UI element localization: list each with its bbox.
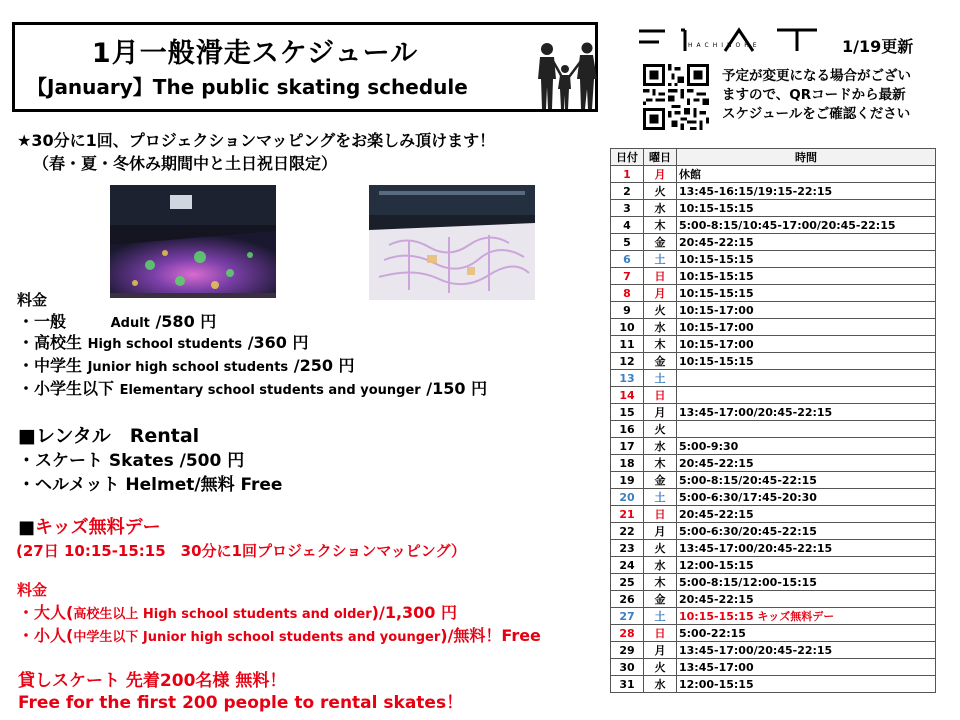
- weekday-cell: 火: [644, 183, 677, 200]
- weekday-cell: 月: [644, 642, 677, 659]
- kids-fee-label: ・大人(: [18, 603, 74, 622]
- table-row: [611, 217, 936, 234]
- weekday-cell: 水: [644, 200, 677, 217]
- fee-label-en: High school students: [87, 337, 243, 352]
- weekday-cell: 日: [644, 387, 677, 404]
- time-cell: 10:15-15:15: [677, 251, 936, 268]
- fee-label-en: Adult: [110, 316, 150, 331]
- time-cell: 10:15-17:00: [677, 302, 936, 319]
- table-row: [611, 421, 936, 438]
- kids-fee-child: [18, 623, 541, 646]
- weekday-cell: 土: [644, 489, 677, 506]
- kids-day-heading: [18, 513, 161, 539]
- date-cell: 28: [611, 625, 644, 642]
- fee-price: /250 円: [293, 356, 355, 375]
- date-cell: 30: [611, 659, 644, 676]
- projection-mapping-photo: [369, 185, 535, 300]
- date-cell: 22: [611, 523, 644, 540]
- table-row: [611, 659, 936, 676]
- date-cell: 9: [611, 302, 644, 319]
- table-row: [611, 370, 936, 387]
- logo-subtext: HACHINOHE: [688, 42, 761, 49]
- qr-code[interactable]: [643, 64, 709, 130]
- weekday-cell: 土: [644, 608, 677, 625]
- time-cell: 10:15-17:00: [677, 336, 936, 353]
- date-cell: 10: [611, 319, 644, 336]
- date-cell: 1: [611, 166, 644, 183]
- time-cell: 12:00-15:15: [677, 557, 936, 574]
- date-cell: 27: [611, 608, 644, 625]
- kids-fee-adult: [18, 600, 457, 623]
- promo-line: ★30分に1回、プロジェクションマッピングをお楽しみ頂けます！: [17, 131, 496, 150]
- weekday-cell: 月: [644, 285, 677, 302]
- fee-label: ・小学生以下: [18, 379, 115, 398]
- time-cell: 13:45-16:15/19:15-22:15: [677, 183, 936, 200]
- fee-junior-high: [18, 353, 355, 376]
- fee-label: ・中学生: [18, 356, 83, 375]
- weekday-cell: 火: [644, 659, 677, 676]
- weekday-cell: 日: [644, 625, 677, 642]
- table-row: [611, 183, 936, 200]
- weekday-cell: 水: [644, 676, 677, 693]
- weekday-cell: 月: [644, 404, 677, 421]
- weekday-cell: 火: [644, 421, 677, 438]
- table-row: [611, 302, 936, 319]
- table-row: [611, 319, 936, 336]
- date-cell: 15: [611, 404, 644, 421]
- date-cell: 23: [611, 540, 644, 557]
- time-cell: 10:15-15:15: [677, 353, 936, 370]
- free-skates-jp: 貸しスケート 先着200名様 無料！: [18, 671, 287, 691]
- kids-fee-label-detail: 中学生以下 Junior high school students and younger: [73, 630, 441, 645]
- table-row: [611, 455, 936, 472]
- table-row: [611, 387, 936, 404]
- time-cell: 13:45-17:00: [677, 659, 936, 676]
- kids-day-note: (27日 10:15-15:15 30分に1回プロジェクションマッピング）: [16, 542, 466, 560]
- kids-fee-heading: 料金: [17, 581, 48, 599]
- table-row: [611, 642, 936, 659]
- date-cell: 24: [611, 557, 644, 574]
- table-row: [611, 353, 936, 370]
- date-cell: 3: [611, 200, 644, 217]
- header-time: 時間: [677, 149, 936, 166]
- header-date: 日付: [611, 149, 644, 166]
- kids-day-title: キッズ無料デー: [35, 517, 161, 538]
- fee-elementary: [18, 376, 487, 399]
- time-cell: 12:00-15:15: [677, 676, 936, 693]
- table-row: [611, 540, 936, 557]
- table-row: [611, 438, 936, 455]
- time-cell: 10:15-15:15: [677, 268, 936, 285]
- time-cell: 20:45-22:15: [677, 506, 936, 523]
- fee-label: ・一般: [18, 312, 67, 331]
- fee-label-en: Junior high school students: [87, 360, 289, 375]
- updated-date: 1/19更新: [842, 37, 914, 56]
- date-cell: 7: [611, 268, 644, 285]
- time-cell: [677, 370, 936, 387]
- time-cell: 13:45-17:00/20:45-22:15: [677, 642, 936, 659]
- time-cell: [677, 387, 936, 404]
- rental-helmet: ・ヘルメット Helmet/無料 Free: [18, 475, 283, 495]
- fee-price: /150 円: [426, 379, 488, 398]
- page-title: 1月一般滑走スケジュール: [91, 38, 419, 69]
- weekday-cell: 日: [644, 506, 677, 523]
- schedule-header-row: [611, 149, 936, 166]
- table-row: [611, 404, 936, 421]
- time-cell: 休館: [677, 166, 936, 183]
- date-cell: 16: [611, 421, 644, 438]
- weekday-cell: 火: [644, 302, 677, 319]
- time-cell: 13:45-17:00/20:45-22:15: [677, 540, 936, 557]
- kids-fee-label: ・小人(: [18, 626, 74, 645]
- table-row: [611, 234, 936, 251]
- table-row: [611, 506, 936, 523]
- rental-heading: ■レンタル Rental: [18, 425, 200, 447]
- family-silhouette-icon: [535, 39, 601, 111]
- schedule-body: [611, 166, 936, 693]
- projection-mapping-photo: [110, 185, 276, 298]
- date-cell: 29: [611, 642, 644, 659]
- date-cell: 26: [611, 591, 644, 608]
- date-cell: 6: [611, 251, 644, 268]
- weekday-cell: 水: [644, 319, 677, 336]
- table-row: [611, 472, 936, 489]
- weekday-cell: 木: [644, 336, 677, 353]
- time-cell: 10:15-17:00: [677, 319, 936, 336]
- weekday-cell: 月: [644, 523, 677, 540]
- table-row: [611, 608, 936, 625]
- time-cell: 10:15-15:15: [677, 285, 936, 302]
- kids-day-mark: ■: [18, 517, 36, 538]
- schedule-table: [610, 148, 936, 693]
- date-cell: 12: [611, 353, 644, 370]
- qr-note-line: ますので、QRコードから最新: [722, 87, 906, 103]
- date-cell: 18: [611, 455, 644, 472]
- table-row: [611, 557, 936, 574]
- table-row: [611, 676, 936, 693]
- kids-fee-price: )/1,300 円: [371, 603, 458, 622]
- time-cell: 5:00-8:15/10:45-17:00/20:45-22:15: [677, 217, 936, 234]
- time-cell: 5:00-6:30/20:45-22:15: [677, 523, 936, 540]
- table-row: [611, 251, 936, 268]
- date-cell: 4: [611, 217, 644, 234]
- date-cell: 19: [611, 472, 644, 489]
- table-row: [611, 268, 936, 285]
- fee-adult: [18, 309, 216, 332]
- weekday-cell: 金: [644, 353, 677, 370]
- time-cell: 13:45-17:00/20:45-22:15: [677, 404, 936, 421]
- time-cell: 5:00-8:15/12:00-15:15: [677, 574, 936, 591]
- weekday-cell: 金: [644, 234, 677, 251]
- title-box: [12, 22, 598, 112]
- weekday-cell: 火: [644, 540, 677, 557]
- time-cell: 20:45-22:15: [677, 234, 936, 251]
- free-skates-en: Free for the first 200 people to rental skates！: [18, 693, 464, 713]
- weekday-cell: 木: [644, 455, 677, 472]
- weekday-cell: 水: [644, 438, 677, 455]
- time-cell: 10:15-15:15: [677, 200, 936, 217]
- table-row: [611, 574, 936, 591]
- time-cell: 20:45-22:15: [677, 591, 936, 608]
- weekday-cell: 水: [644, 557, 677, 574]
- date-cell: 2: [611, 183, 644, 200]
- table-row: [611, 336, 936, 353]
- time-cell: 5:00-6:30/17:45-20:30: [677, 489, 936, 506]
- fee-high-school: [18, 330, 309, 353]
- table-row: [611, 523, 936, 540]
- time-cell: 5:00-8:15/20:45-22:15: [677, 472, 936, 489]
- date-cell: 5: [611, 234, 644, 251]
- weekday-cell: 金: [644, 472, 677, 489]
- qr-note-line: スケジュールをご確認ください: [722, 106, 911, 122]
- fee-label: ・高校生: [18, 333, 83, 352]
- time-cell: 5:00-9:30: [677, 438, 936, 455]
- time-cell: 20:45-22:15: [677, 455, 936, 472]
- time-cell: 5:00-22:15: [677, 625, 936, 642]
- promo-note: （春・夏・冬休み期間中と土日祝日限定）: [33, 154, 338, 173]
- table-row: [611, 625, 936, 642]
- qr-note: [722, 67, 942, 124]
- date-cell: 20: [611, 489, 644, 506]
- fee-price: /580 円: [155, 312, 217, 331]
- weekday-cell: 月: [644, 166, 677, 183]
- weekday-cell: 土: [644, 370, 677, 387]
- kids-fee-label-detail: 高校生以上 High school students and older: [73, 607, 372, 622]
- fee-label-en: Elementary school students and younger: [119, 383, 421, 398]
- table-row: [611, 591, 936, 608]
- weekday-cell: 木: [644, 217, 677, 234]
- date-cell: 14: [611, 387, 644, 404]
- date-cell: 21: [611, 506, 644, 523]
- date-cell: 8: [611, 285, 644, 302]
- flat-logo: [637, 27, 827, 55]
- fee-price: /360 円: [247, 333, 309, 352]
- weekday-cell: 日: [644, 268, 677, 285]
- page-subtitle: 【January】The public skating schedule: [27, 75, 468, 99]
- qr-note-line: 予定が変更になる場合がござい: [722, 68, 911, 84]
- table-row: [611, 489, 936, 506]
- table-row: [611, 166, 936, 183]
- weekday-cell: 土: [644, 251, 677, 268]
- table-row: [611, 200, 936, 217]
- header-weekday: 曜日: [644, 149, 677, 166]
- date-cell: 17: [611, 438, 644, 455]
- weekday-cell: 木: [644, 574, 677, 591]
- time-cell: [677, 421, 936, 438]
- date-cell: 31: [611, 676, 644, 693]
- date-cell: 11: [611, 336, 644, 353]
- time-cell: 10:15-15:15 キッズ無料デー: [677, 608, 936, 625]
- fees-heading: 料金: [17, 291, 48, 309]
- date-cell: 25: [611, 574, 644, 591]
- weekday-cell: 金: [644, 591, 677, 608]
- table-row: [611, 285, 936, 302]
- date-cell: 13: [611, 370, 644, 387]
- kids-fee-price: )/無料！Free: [440, 626, 541, 645]
- rental-skates: ・スケート Skates /500 円: [18, 451, 245, 471]
